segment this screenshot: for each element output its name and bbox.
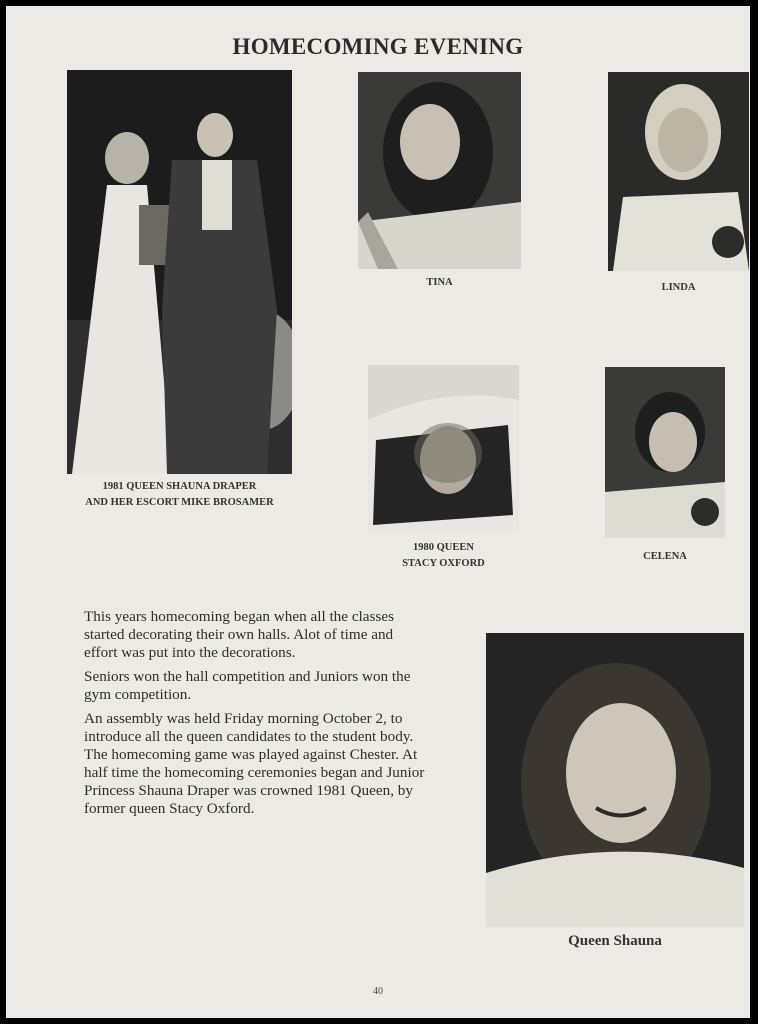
- queen-shauna-caption: Queen Shauna: [568, 933, 662, 949]
- page-number: 40: [373, 986, 383, 997]
- queen-shauna-photo: [486, 633, 744, 927]
- celena-photo: [605, 367, 725, 538]
- article-paragraph: This years homecoming began when all the classes started decorating their own halls. Alot of time and effort was put into the decorations.: [84, 608, 394, 661]
- article-paragraph: An assembly was held Friday morning October 2, to introduce all the queen candidates to the student body. The homecoming game was played against Chester. At half time the homecoming ceremonies began and Junior Princess Shauna Draper was crowned 1981 Queen, by former queen Stacy Oxford.: [84, 710, 425, 817]
- celena-caption: CELENA: [643, 551, 687, 562]
- caption-line: AND HER ESCORT MIKE BROSAMER: [85, 497, 274, 508]
- caption-line: 1981 QUEEN SHAUNA DRAPER: [102, 481, 257, 492]
- article-paragraph: Seniors won the hall competition and Juniors won the gym competition.: [84, 668, 411, 703]
- queen-and-escort-photo: [67, 70, 292, 474]
- linda-photo: [608, 72, 749, 271]
- caption-line: STACY OXFORD: [402, 558, 485, 569]
- tina-caption: TINA: [426, 277, 453, 288]
- yearbook-page: [6, 6, 750, 1018]
- stacy-oxford-photo: [368, 365, 519, 533]
- article-text: [84, 608, 429, 824]
- page-title: HOMECOMING EVENING: [232, 34, 524, 59]
- caption-line: 1980 QUEEN: [413, 542, 474, 553]
- stacy-oxford-caption: [358, 540, 529, 572]
- tina-photo: [358, 72, 521, 269]
- linda-caption: LINDA: [661, 282, 696, 293]
- queen-and-escort-caption: [52, 479, 307, 511]
